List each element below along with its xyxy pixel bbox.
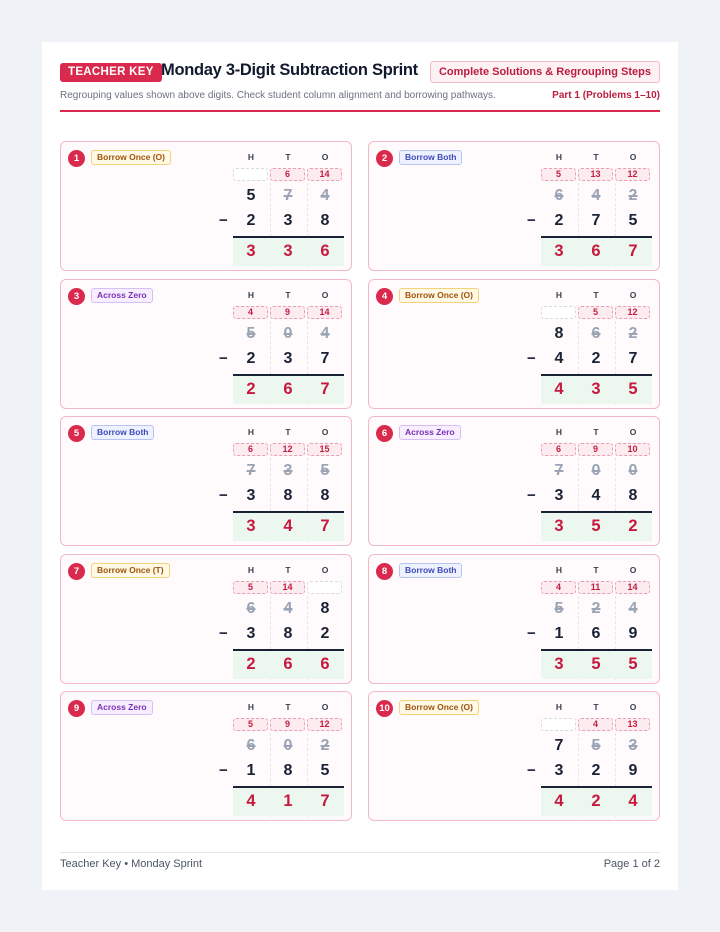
worksheet-page (42, 42, 678, 890)
minuend-digit: 7 (554, 462, 564, 479)
subtrahend-digit: 9 (628, 624, 638, 642)
regroup-type-tag: Across Zero (91, 700, 153, 715)
answer-digit: 3 (591, 379, 601, 398)
minus-sign: − (527, 487, 536, 504)
subtrahend-digit: 7 (628, 349, 638, 367)
column-header: O (321, 289, 329, 300)
regroup-box: 11 (578, 581, 613, 594)
problem-card (368, 416, 660, 546)
page-subtitle: Regrouping values shown above digits. Check student column alignment and borrowing pathways. (60, 90, 496, 101)
problem-card (60, 554, 352, 684)
answer-digit: 6 (283, 379, 293, 398)
regroup-box: 9 (270, 718, 305, 731)
regroup-box: 5 (233, 581, 268, 594)
regroup-box: 6 (270, 168, 305, 181)
problem-card (368, 141, 660, 271)
minus-sign: − (219, 212, 228, 229)
regroup-box (307, 581, 342, 594)
minuend-digit: 3 (628, 737, 638, 754)
minus-sign: − (219, 624, 228, 642)
subtrahend-digit: 4 (591, 487, 601, 504)
column-header: O (321, 564, 329, 575)
column-header: T (285, 289, 291, 300)
regroup-box: 12 (615, 306, 650, 319)
subtraction-workspace (527, 555, 653, 685)
column-header: T (593, 702, 599, 712)
answer-digit: 1 (283, 792, 293, 810)
minuend-digit: 4 (628, 599, 638, 617)
minuend-digit: 8 (554, 324, 564, 342)
problem-card (60, 691, 352, 821)
footer-page-number: Page 1 of 2 (603, 858, 660, 870)
answer-digit: 7 (320, 379, 330, 398)
column-header: O (629, 427, 637, 437)
answer-digit: 2 (246, 379, 256, 398)
minuend-digit: 6 (554, 187, 564, 204)
answer-digit: 2 (628, 517, 638, 535)
answer-digit: 3 (246, 242, 256, 260)
minuend-digit: 5 (246, 187, 256, 204)
answer-digit: 3 (554, 517, 564, 535)
regroup-box: 10 (615, 443, 650, 456)
subtrahend-digit: 2 (320, 624, 330, 642)
subtrahend-digit: 8 (283, 762, 293, 779)
column-header: H (247, 702, 255, 712)
subtrahend-digit: 8 (283, 624, 293, 642)
answer-digit: 6 (320, 654, 330, 673)
minuend-digit: 2 (628, 324, 638, 342)
minuend-digit: 6 (246, 599, 256, 617)
column-header: T (285, 564, 291, 575)
regroup-box: 4 (541, 581, 576, 594)
regroup-type-tag: Borrow Both (399, 150, 462, 165)
minuend-digit: 0 (283, 324, 293, 342)
part-label: Part 1 (Problems 1–10) (552, 90, 660, 101)
subtrahend-digit: 1 (554, 624, 564, 642)
column-header: H (555, 152, 563, 162)
regroup-box: 9 (270, 306, 305, 319)
problem-card (368, 279, 660, 409)
subtrahend-digit: 3 (554, 487, 564, 504)
minuend-digit: 5 (320, 462, 330, 479)
column-header: O (321, 427, 329, 437)
column-header: H (247, 564, 255, 575)
problem-number-badge: 10 (376, 700, 393, 717)
minuend-digit: 8 (320, 599, 330, 617)
column-header: O (629, 564, 637, 575)
minuend-digit: 3 (283, 462, 293, 479)
minuend-digit: 6 (246, 737, 256, 754)
column-header: T (593, 427, 599, 437)
subtraction-workspace (219, 417, 345, 547)
column-header: H (247, 289, 255, 300)
column-header: T (593, 152, 599, 162)
answer-digit: 5 (591, 654, 601, 673)
subtrahend-digit: 3 (246, 624, 256, 642)
subtrahend-digit: 3 (554, 762, 564, 779)
footer-left: Teacher Key • Monday Sprint (60, 858, 203, 870)
minus-sign: − (527, 624, 536, 642)
regroup-box: 13 (615, 718, 650, 731)
answer-digit: 7 (320, 517, 330, 535)
problem-number-badge: 6 (376, 425, 393, 442)
minuend-digit: 2 (320, 737, 330, 754)
regroup-box: 12 (307, 718, 342, 731)
minuend-digit: 4 (320, 324, 330, 342)
minuend-digit: 6 (591, 324, 601, 342)
minus-sign: − (219, 762, 228, 779)
answer-digit: 4 (246, 792, 256, 810)
answer-digit: 4 (283, 517, 293, 535)
minuend-digit: 4 (320, 187, 330, 204)
subtrahend-digit: 8 (320, 212, 330, 229)
subtrahend-digit: 5 (628, 212, 638, 229)
problem-card (368, 554, 660, 684)
minuend-digit: 7 (283, 187, 293, 204)
minuend-digit: 0 (628, 462, 638, 479)
subtrahend-digit: 3 (246, 487, 256, 504)
minuend-digit: 5 (591, 737, 601, 754)
column-header: O (629, 152, 637, 162)
problem-number-badge: 9 (68, 700, 85, 717)
minuend-digit: 0 (283, 737, 293, 754)
regroup-type-tag: Across Zero (399, 425, 461, 440)
regroup-type-tag: Across Zero (91, 288, 153, 303)
problem-card (60, 416, 352, 546)
column-header: T (593, 564, 599, 575)
subtrahend-digit: 1 (246, 762, 256, 779)
answer-digit: 5 (628, 379, 638, 398)
regroup-type-tag: Borrow Once (T) (91, 563, 170, 578)
answer-digit: 6 (283, 654, 293, 673)
minuend-digit: 2 (591, 599, 601, 617)
regroup-box: 13 (578, 168, 613, 181)
regroup-box: 4 (578, 718, 613, 731)
column-header: O (629, 289, 637, 300)
answer-digit: 5 (628, 654, 638, 673)
regroup-box: 14 (307, 168, 342, 181)
answer-digit: 6 (591, 242, 601, 260)
subtrahend-digit: 8 (320, 487, 330, 504)
subtrahend-digit: 7 (591, 212, 601, 229)
page-title: Monday 3-Digit Subtraction Sprint (161, 61, 418, 79)
subtrahend-digit: 3 (283, 349, 293, 367)
problem-number-badge: 2 (376, 150, 393, 167)
regroup-box: 5 (578, 306, 613, 319)
answer-digit: 6 (320, 242, 330, 260)
regroup-box: 5 (541, 168, 576, 181)
subtraction-workspace (527, 692, 653, 822)
regroup-box: 14 (270, 581, 305, 594)
subtrahend-digit: 2 (591, 349, 601, 367)
column-header: H (555, 564, 563, 575)
problem-number-badge: 7 (68, 563, 85, 580)
subtrahend-digit: 3 (283, 212, 293, 229)
subtrahend-digit: 7 (320, 349, 330, 367)
subtraction-workspace (527, 142, 653, 272)
answer-digit: 4 (554, 379, 564, 398)
minus-sign: − (527, 762, 536, 779)
column-header: H (555, 289, 563, 300)
column-header: O (321, 702, 329, 712)
answer-digit: 2 (246, 654, 256, 673)
solutions-chip: Complete Solutions & Regrouping Steps (430, 61, 660, 83)
problem-card (368, 691, 660, 821)
column-header: T (285, 702, 291, 712)
regroup-box: 4 (233, 306, 268, 319)
problem-number-badge: 5 (68, 425, 85, 442)
minus-sign: − (527, 349, 536, 367)
answer-digit: 5 (591, 517, 601, 535)
subtraction-workspace (527, 417, 653, 547)
minuend-digit: 7 (554, 737, 564, 754)
regroup-box: 6 (541, 443, 576, 456)
regroup-box: 14 (615, 581, 650, 594)
regroup-type-tag: Borrow Once (O) (399, 288, 479, 303)
subtraction-workspace (219, 142, 345, 272)
subtrahend-digit: 5 (320, 762, 330, 779)
regroup-box: 15 (307, 443, 342, 456)
regroup-box: 14 (307, 306, 342, 319)
minus-sign: − (527, 212, 536, 229)
minuend-digit: 0 (591, 462, 601, 479)
regroup-box: 6 (233, 443, 268, 456)
subtrahend-digit: 2 (554, 212, 564, 229)
answer-digit: 4 (628, 792, 638, 810)
problem-number-badge: 4 (376, 288, 393, 305)
regroup-box: 5 (233, 718, 268, 731)
subtrahend-digit: 2 (246, 349, 256, 367)
subtrahend-digit: 2 (591, 762, 601, 779)
subtrahend-digit: 6 (591, 624, 601, 642)
subtraction-workspace (219, 555, 345, 685)
regroup-type-tag: Borrow Once (O) (399, 700, 479, 715)
footer-divider (60, 852, 660, 853)
column-header: H (555, 427, 563, 437)
subtrahend-digit: 4 (554, 349, 564, 367)
column-header: H (247, 152, 255, 162)
minuend-digit: 2 (628, 187, 638, 204)
column-header: O (321, 152, 329, 162)
answer-digit: 7 (628, 242, 638, 260)
minuend-digit: 4 (591, 187, 601, 204)
regroup-box: 12 (270, 443, 305, 456)
subtrahend-digit: 8 (628, 487, 638, 504)
subtrahend-digit: 9 (628, 762, 638, 779)
minuend-digit: 5 (554, 599, 564, 617)
problem-card (60, 141, 352, 271)
answer-digit: 4 (554, 792, 564, 810)
subtraction-workspace (219, 692, 345, 822)
subtrahend-digit: 8 (283, 487, 293, 504)
minuend-digit: 7 (246, 462, 256, 479)
regroup-type-tag: Borrow Both (399, 563, 462, 578)
answer-digit: 3 (554, 242, 564, 260)
minuend-digit: 5 (246, 324, 256, 342)
problem-number-badge: 1 (68, 150, 85, 167)
teacher-key-badge: TEACHER KEY (60, 63, 162, 82)
regroup-box (233, 168, 268, 181)
answer-digit: 3 (246, 517, 256, 535)
column-header: H (555, 702, 563, 712)
problem-number-badge: 3 (68, 288, 85, 305)
subtrahend-digit: 2 (246, 212, 256, 229)
answer-digit: 7 (320, 792, 330, 810)
answer-digit: 3 (554, 654, 564, 673)
column-header: T (285, 152, 291, 162)
column-header: O (629, 702, 637, 712)
answer-digit: 2 (591, 792, 601, 810)
subtraction-workspace (219, 280, 345, 410)
header-divider (60, 110, 660, 112)
answer-digit: 3 (283, 242, 293, 260)
problem-number-badge: 8 (376, 563, 393, 580)
minus-sign: − (219, 349, 228, 367)
regroup-box: 9 (578, 443, 613, 456)
column-header: T (285, 427, 291, 437)
column-header: T (593, 289, 599, 300)
subtraction-workspace (527, 280, 653, 410)
regroup-box (541, 306, 576, 319)
regroup-type-tag: Borrow Both (91, 425, 154, 440)
column-header: H (247, 427, 255, 437)
minuend-digit: 4 (283, 599, 293, 617)
regroup-box: 12 (615, 168, 650, 181)
problem-card (60, 279, 352, 409)
regroup-type-tag: Borrow Once (O) (91, 150, 171, 165)
minus-sign: − (219, 487, 228, 504)
regroup-box (541, 718, 576, 731)
